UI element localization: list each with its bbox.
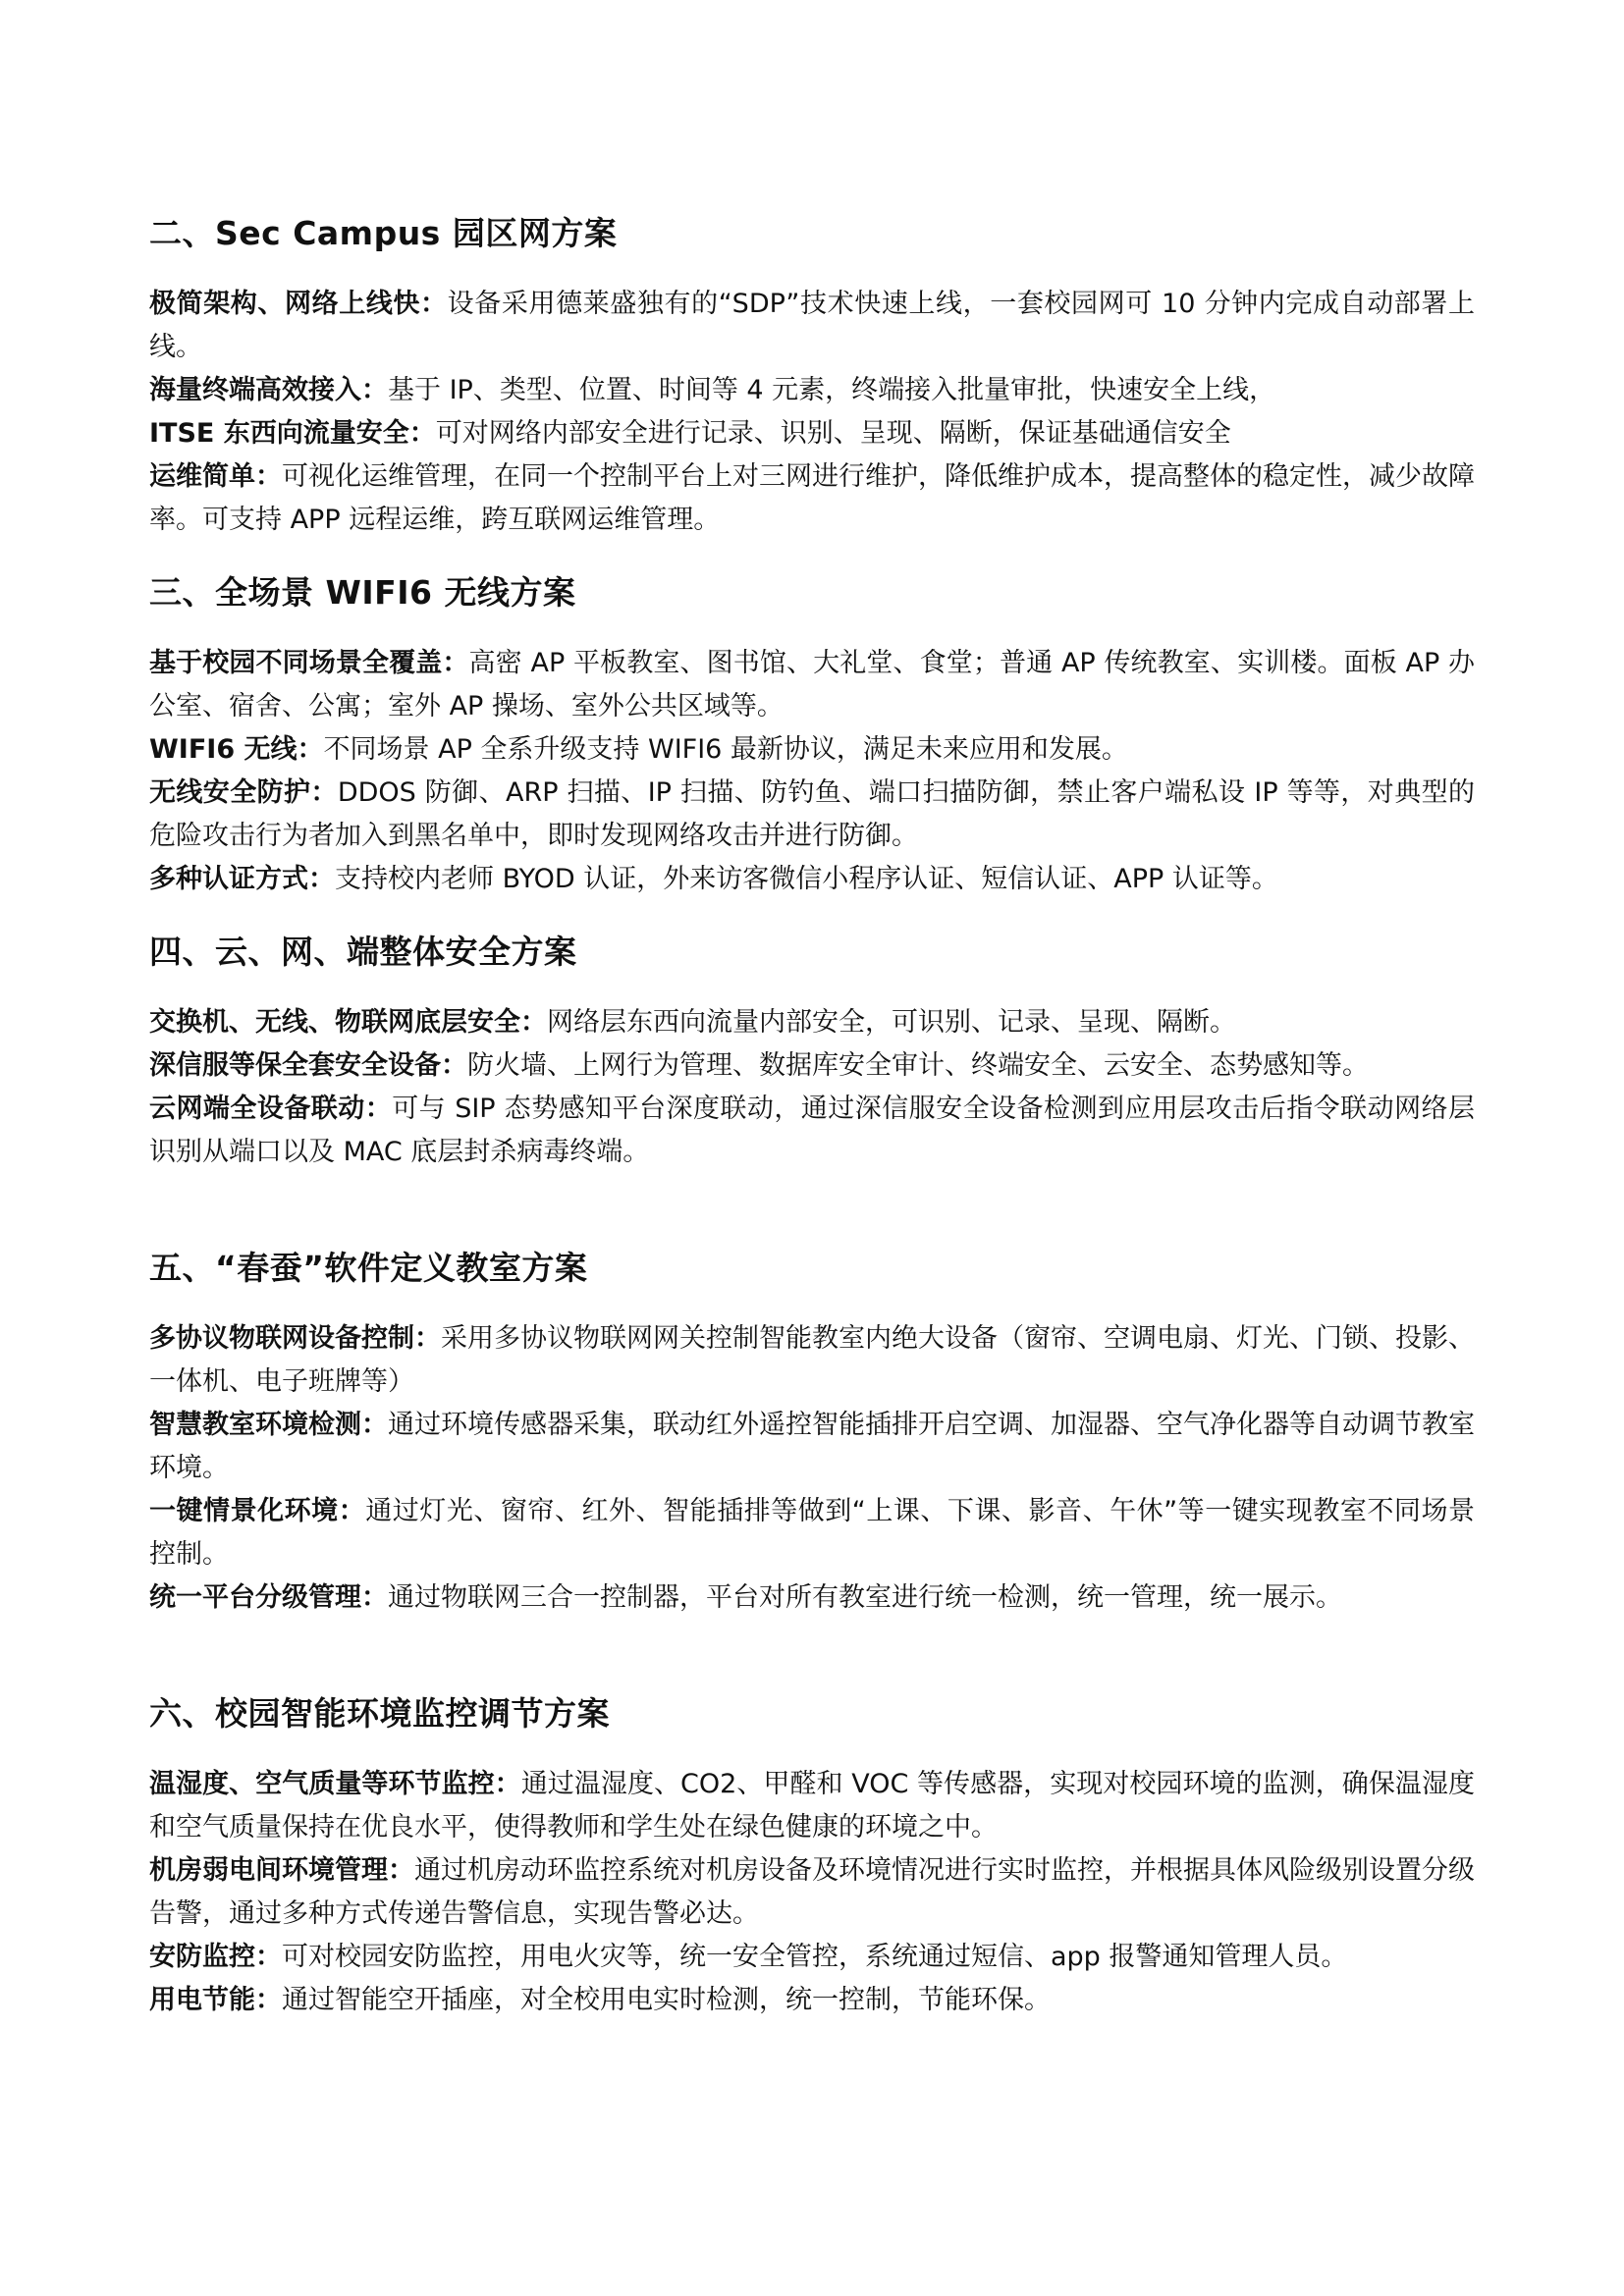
list-item: [149, 1490, 1475, 1576]
item-text: 基于 IP、类型、位置、时间等 4 元素，终端接入批量审批，快速安全上线，: [388, 375, 1276, 405]
section-items: [149, 1763, 1475, 2022]
list-item: [149, 1088, 1475, 1174]
section-title: 三、全场景 WIFI6 无线方案: [149, 573, 576, 612]
item-label: 深信服等保全套安全设备：: [149, 1050, 467, 1081]
section-items: [149, 642, 1475, 901]
item-text: 可对网络内部安全进行记录、识别、呈现、隔断，保证基础通信安全: [435, 418, 1231, 449]
list-item: [149, 412, 1475, 455]
section-items: [149, 1317, 1475, 1620]
list-item: [149, 858, 1475, 901]
item-label: 多种认证方式：: [149, 864, 335, 894]
section-environment-monitoring: [149, 1694, 1475, 2022]
item-text: 通过机房动环监控系统对机房设备及环境情况进行实时监控，并根据具体风险级别设置分级告警，通过多种方式传递告警信息，实现告警必达。: [149, 1855, 1475, 1929]
item-text: 通过智能空开插座，对全校用电实时检测，统一控制，节能环保。: [282, 1985, 1051, 2015]
item-label: 云网端全设备联动：: [149, 1094, 393, 1124]
list-item: [149, 1404, 1475, 1490]
item-label: 机房弱电间环境管理：: [149, 1855, 414, 1886]
item-label: 基于校园不同场景全覆盖：: [149, 648, 469, 678]
item-text: 防火墙、上网行为管理、数据库安全审计、终端安全、云安全、态势感知等。: [467, 1050, 1369, 1081]
item-label: 一键情景化环境：: [149, 1496, 366, 1526]
list-item: [149, 1936, 1475, 1979]
item-label: ITSE 东西向流量安全：: [149, 418, 436, 449]
list-item: [149, 728, 1475, 772]
item-text: 可对校园安防监控，用电火灾等，统一安全管控，系统通过短信、app 报警通知管理人员。: [282, 1942, 1348, 1972]
item-text: 通过灯光、窗帘、红外、智能插排等做到“上课、下课、影音、午休”等一键实现教室不同场景控制。: [149, 1496, 1475, 1570]
list-item: [149, 1979, 1475, 2022]
item-label: 温湿度、空气质量等环节监控：: [149, 1769, 521, 1799]
item-label: 多协议物联网设备控制：: [149, 1323, 441, 1354]
item-label: 海量终端高效接入：: [149, 375, 388, 405]
item-text: 采用多协议物联网网关控制智能教室内绝大设备（窗帘、空调电扇、灯光、门锁、投影、一体机、电子班牌等）: [149, 1323, 1475, 1397]
item-text: DDOS 防御、ARP 扫描、IP 扫描、防钓鱼、端口扫描防御，禁止客户端私设 IP 等等，对典型的危险攻击行为者加入到黑名单中，即时发现网络攻击并进行防御。: [149, 777, 1476, 851]
item-label: 用电节能：: [149, 1985, 282, 2015]
section-title: 四、云、网、端整体安全方案: [149, 933, 577, 971]
item-text: 高密 AP 平板教室、图书馆、大礼堂、食堂；普通 AP 传统教室、实训楼。面板 AP 办公室、宿舍、公寓；室外 AP 操场、室外公共区域等。: [149, 648, 1476, 721]
section-title: 二、Sec Campus 园区网方案: [149, 214, 618, 252]
list-item: [149, 642, 1475, 728]
item-text: 可视化运维管理，在同一个控制平台上对三网进行维护，降低维护成本，提高整体的稳定性，减少故障率。可支持 APP 远程运维，跨互联网运维管理。: [149, 461, 1475, 535]
section-campus-network: [149, 214, 1475, 542]
item-text: 通过温湿度、CO2、甲醛和 VOC 等传感器，实现对校园环境的监测，确保温湿度和空气质量保持在优良水平，使得教师和学生处在绿色健康的环境之中。: [149, 1769, 1476, 1842]
item-label: WIFI6 无线：: [149, 734, 324, 765]
item-text: 网络层东西向流量内部安全，可识别、记录、呈现、隔断。: [547, 1007, 1236, 1038]
item-text: 设备采用德莱盛独有的“SDP”技术快速上线，一套校园网可 10 分钟内完成自动部署上线。: [149, 289, 1476, 362]
section-wifi6: [149, 573, 1475, 901]
item-text: 不同场景 AP 全系升级支持 WIFI6 最新协议，满足未来应用和发展。: [323, 734, 1128, 765]
section-title: 六、校园智能环境监控调节方案: [149, 1694, 610, 1733]
item-label: 交换机、无线、物联网底层安全：: [149, 1007, 547, 1038]
section-cloud-network-security: [149, 933, 1475, 1174]
list-item: [149, 1044, 1475, 1088]
section-smart-classroom: [149, 1249, 1475, 1620]
list-item: [149, 1763, 1475, 1849]
item-label: 统一平台分级管理：: [149, 1582, 388, 1613]
item-text: 可与 SIP 态势感知平台深度联动，通过深信服安全设备检测到应用层攻击后指令联动网络层识别从端口以及 MAC 底层封杀病毒终端。: [149, 1094, 1476, 1167]
item-label: 无线安全防护：: [149, 777, 338, 808]
item-text: 通过环境传感器采集，联动红外遥控智能插排开启空调、加湿器、空气净化器等自动调节教室环境。: [149, 1410, 1475, 1483]
list-item: [149, 455, 1475, 542]
section-title: 五、“春蚕”软件定义教室方案: [149, 1249, 588, 1287]
list-item: [149, 1576, 1475, 1620]
list-item: [149, 1317, 1475, 1404]
list-item: [149, 1849, 1475, 1936]
item-label: 极简架构、网络上线快：: [149, 289, 448, 319]
list-item: [149, 772, 1475, 858]
list-item: [149, 283, 1475, 369]
item-text: 支持校内老师 BYOD 认证，外来访客微信小程序认证、短信认证、APP 认证等。: [335, 864, 1278, 894]
item-text: 通过物联网三合一控制器，平台对所有教室进行统一检测，统一管理，统一展示。: [388, 1582, 1342, 1613]
item-label: 运维简单：: [149, 461, 282, 492]
list-item: [149, 1001, 1475, 1044]
item-label: 安防监控：: [149, 1942, 282, 1972]
list-item: [149, 369, 1475, 412]
section-items: [149, 1001, 1475, 1174]
section-items: [149, 283, 1475, 542]
item-label: 智慧教室环境检测：: [149, 1410, 388, 1440]
